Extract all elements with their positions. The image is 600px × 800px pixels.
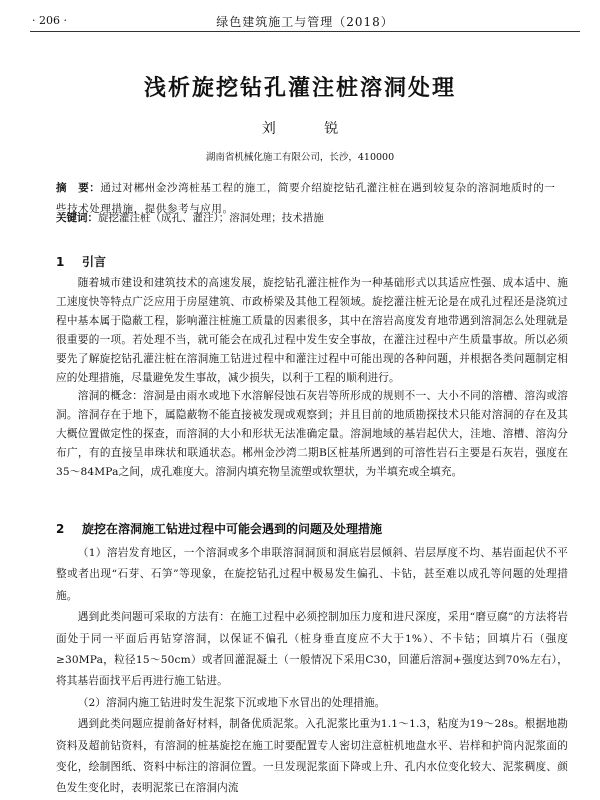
section-2-number: 2 [56,522,65,536]
keywords-text: 旋挖灌注桩（成孔、灌注）；溶洞处理；技术措施 [98,212,324,224]
keywords-label: 关键词： [56,212,98,224]
paragraph: 溶洞的概念：溶洞是由雨水或地下水溶解侵蚀石灰岩等所形成的规则不一、大小不同的溶槽、溶沟或溶洞。溶洞存在于地下，属隐蔽物不能直接被发现或观察到；并且目前的地质勘探技术只能对溶洞的存在及其大概位置做定性的探查，而溶洞的大小和形状无法准确定量。溶洞地域的基岩起伏大，洼地、溶槽、溶沟分布广，有的直接呈串珠状和联通状态。郴州金沙湾二期B区桩基所遇到的可溶性岩石主要是石灰岩，强度在35～84MPa之间，成孔难度大。溶洞内填充物呈流塑或软塑状，为半填充或全填充。 [56,390,568,479]
section-2-body [56,543,568,800]
section-1-heading [56,253,106,270]
affiliation: 湖南省机械化施工有限公司，长沙，410000 [205,152,395,163]
abstract-label: 摘 要： [56,182,101,194]
page-number: · 206 · [32,14,67,27]
keywords [56,208,566,228]
page-header [30,10,580,32]
paragraph: （1）溶岩发育地区，一个溶洞或多个串联溶洞洞顶和洞底岩层倾斜、岩层厚度不均、基岩面起伏不平整或者出现“石芽、石笋”等现象，在旋挖钻孔过程中极易发生偏孔、卡钻，甚至难以成孔等问题的处理措施。 [56,547,568,602]
paragraph: （2）溶洞内施工钻进时发生泥浆下沉或地下水冒出的处理措施。 [77,696,386,709]
paragraph: 遇到此类问题可采取的方法有：在施工过程中必须控制加压力度和进尺深度，采用“磨豆腐”的方法将岩面处于同一平面后再钻穿溶洞，以保证不偏孔（桩身垂直度应不大于1%）、不卡钻；回填片石（强度≥30MPa，粒径15～50cm）或者回灌混凝土（一般情况下采用C30，回灌后溶洞+强度达到70%左右），将其基岩面找平后再进行施工钻进。 [56,611,568,688]
abstract-text: 通过对郴州金沙湾桩基工程的施工，简要介绍旋挖钻孔灌注桩在遇到较复杂的溶洞地质时的一些技术处理措施，提供参考与应用。 [56,182,556,215]
paragraph: 随着城市建设和建筑技术的高速发展，旋挖钻孔灌注桩作为一种基础形式以其适应性强、成本适中、施工速度快等特点广泛应用于房屋建筑、市政桥梁及其他工程领域。旋挖灌注桩无论是在成孔过程还是浇筑过程中基本属于隐蔽工程，影响灌注桩施工质量的因素很多，其中在溶岩高度发育地带遇到溶洞怎么处理就是很重要的一项。若处理不当，就可能会在成孔过程中发生安全事故，在灌注过程中产生质量事故。所以必须要先了解旋挖钻孔灌注桩在溶洞施工钻进过程中和灌注过程中可能出现的各种问题，并根据各类问题制定相应的处理措施，尽量避免发生事故，减少损失，以利于工程的顺利进行。 [56,277,568,384]
header-rule [30,31,580,32]
section-2-title: 旋挖在溶洞施工钻进过程中可能会遇到的问题及处理措施 [82,522,383,536]
section-2-heading [56,520,382,537]
article-title: 浅析旋挖钻孔灌注桩溶洞处理 [143,75,456,101]
paragraph: 遇到此类问题应提前备好材料，制备优质泥浆。入孔泥浆比重为1.1～1.3，粘度为19～28s。根据地勘资料及超前钻资料，有溶洞的桩基旋挖在施工时要配置专人密切注意桩机地盘水平、岩样和护筒内泥浆面的变化，绘制图纸、资料中标注的溶洞位置。一旦发现泥浆面下降或上升、孔内水位变化较大、泥浆稠度、颜色发生变化时，表明泥浆已在溶洞内流 [56,718,568,795]
author: 刘 锐 [261,121,361,137]
journal-title: 绿色建筑施工与管理（2018） [216,15,394,29]
section-1-body [56,274,568,482]
section-1-title: 引言 [82,255,107,269]
section-1-number: 1 [56,255,65,269]
